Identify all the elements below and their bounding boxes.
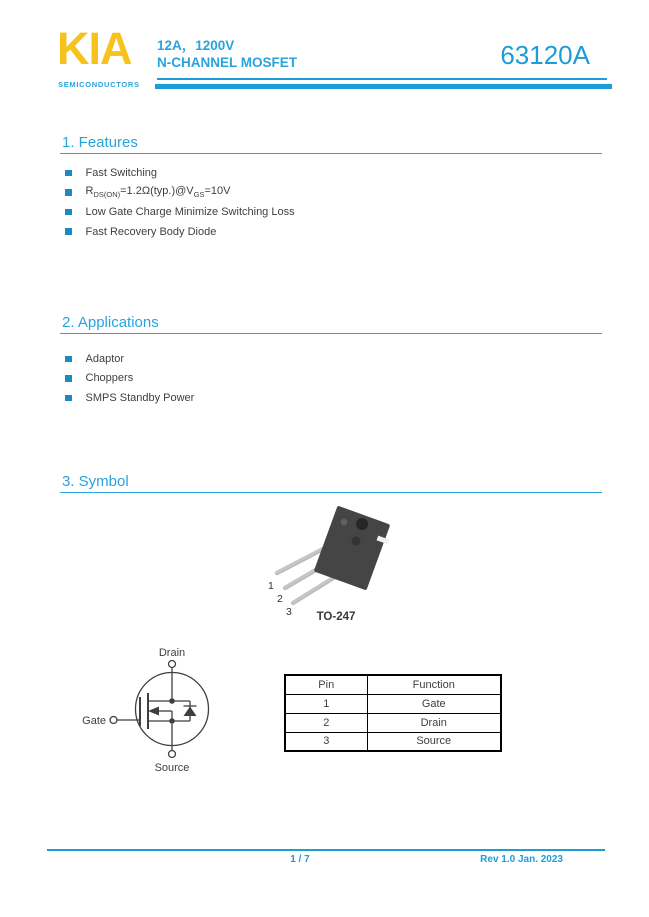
logo-subtitle: SEMICONDUCTORS: [58, 80, 140, 89]
list-item-label: Choppers: [85, 372, 134, 385]
table-row: [285, 713, 501, 732]
bullet-square-icon: [65, 375, 72, 382]
package-name-label: TO-247: [316, 611, 356, 623]
table-cell: Gate: [367, 694, 501, 713]
features-heading: 1. Features: [62, 134, 138, 151]
table-cell: 3: [285, 732, 367, 751]
list-item-label: $R_{DS(ON)}=1.2\Omega(typ.)@V_{GS}=10V$: [85, 185, 231, 200]
list-item: [65, 349, 194, 369]
gate-label: Gate: [82, 715, 106, 727]
bullet-square-icon: [65, 228, 72, 235]
pin-function-table: [284, 674, 502, 752]
bullet-square-icon: [65, 189, 72, 196]
table-cell: 2: [285, 713, 367, 732]
package-body: [314, 506, 391, 591]
table-row: [285, 694, 501, 713]
list-item: [65, 222, 295, 242]
list-item-label: Fast Recovery Body Diode: [85, 225, 217, 238]
kia-logo: KIA: [57, 23, 132, 74]
symbol-rule: [60, 492, 602, 494]
features-rule: [60, 153, 602, 155]
drain-label: Drain: [158, 647, 186, 659]
gate-terminal-icon: [110, 717, 117, 724]
list-item-label: SMPS Standby Power: [85, 391, 195, 404]
features-list: [65, 163, 295, 241]
package-photo-to247: [255, 503, 440, 625]
table-header-cell: Function: [367, 675, 501, 694]
bullet-square-icon: [65, 170, 72, 177]
pin-2-label: 2: [277, 593, 283, 605]
channel-arrow-icon: [148, 707, 159, 716]
table-cell: 1: [285, 694, 367, 713]
table-row: [285, 732, 501, 751]
bullet-square-icon: [65, 395, 72, 402]
header-rule-thick: [155, 84, 612, 89]
list-item-label: Low Gate Charge Minimize Switching Loss: [85, 205, 295, 218]
table-cell: Source: [367, 732, 501, 751]
list-item: [65, 163, 295, 183]
product-rating: 12A，1200V: [157, 38, 235, 53]
table-cell: Drain: [367, 713, 501, 732]
list-item: [65, 202, 295, 222]
product-title: [157, 37, 297, 71]
table-header-cell: Pin: [285, 675, 367, 694]
source-label: Source: [154, 762, 190, 774]
applications-rule: [60, 333, 602, 335]
page-indicator: 1 / 7: [290, 854, 310, 865]
list-item-label: Fast Switching: [85, 166, 158, 179]
list-item: [65, 369, 194, 389]
product-type: N-CHANNEL MOSFET: [157, 55, 297, 70]
revision-label: Rev 1.0 Jan. 2023: [480, 854, 563, 865]
list-item-label: Adaptor: [85, 352, 125, 365]
header-rule-thin: [157, 78, 607, 80]
pin-3-label: 3: [286, 606, 292, 618]
drain-terminal-icon: [169, 661, 176, 668]
mosfet-symbol-diagram: [80, 642, 260, 778]
bullet-square-icon: [65, 209, 72, 216]
pin-1-label: 1: [268, 580, 274, 592]
footer-rule: [47, 849, 605, 851]
bullet-square-icon: [65, 356, 72, 363]
applications-list: [65, 349, 194, 408]
list-item: [65, 183, 295, 203]
applications-heading: 2. Applications: [62, 314, 159, 331]
table-header-row: [285, 675, 501, 694]
list-item: [65, 388, 194, 408]
symbol-heading: 3. Symbol: [62, 473, 129, 490]
part-number: 63120A: [500, 40, 590, 70]
source-terminal-icon: [169, 751, 176, 758]
